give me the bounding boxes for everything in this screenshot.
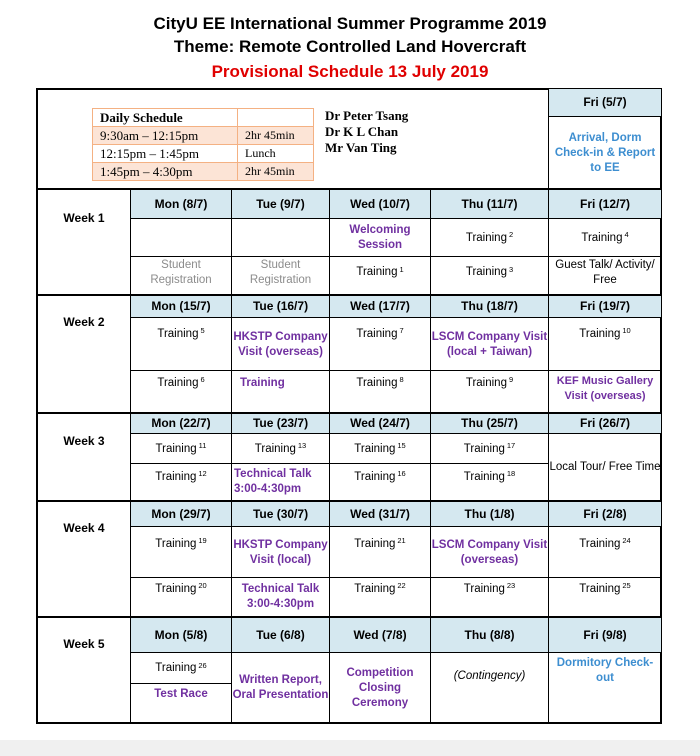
session-cell: Training $^2$ [465,230,514,244]
session-cell: Training $^{18}$ [463,469,516,483]
session-cell: KEF Music Gallery Visit (overseas) [556,375,654,402]
day-header: Mon (22/7) [131,414,231,434]
day-header: Tue (30/7) [232,502,329,527]
session-cell: Competition Closing Ceremony [346,666,414,709]
session-cell: Student Registration [150,258,212,286]
lecturer-name: Dr Peter Tsang [325,108,409,123]
day-header: Fri (5/7) [549,89,661,117]
day-header: Mon (5/8) [131,618,231,653]
day-header: Fri (12/7) [549,190,661,219]
schedule-detail: 2hr 45min [238,163,314,181]
session-cell: Local Tour/ Free Time [549,461,661,473]
session-cell: Training $^5$ [157,326,205,340]
session-cell: Welcoming Session [349,224,411,251]
day-header: Thu (8/8) [431,618,548,653]
session-cell: Training $^{17}$ [463,441,516,455]
session-cell: Training $^3$ [465,264,514,278]
session-cell: Training $^{13}$ [254,441,307,455]
session-cell: Training $^{26}$ [155,660,207,674]
title-line-2: Theme: Remote Controlled Land Hovercraft [173,37,527,56]
week-label: Week 1 [63,211,105,225]
day-header: Thu (11/7) [431,190,548,219]
lecturer-name: Dr K L Chan [325,124,399,139]
day-header: Tue (16/7) [232,296,329,318]
session-cell: HKSTP Company Visit (local) [233,538,328,566]
title-line-3: Provisional Schedule 13 July 2019 [211,62,489,81]
session-cell: Training $^6$ [157,375,205,389]
lecturer-name: Mr Van Ting [325,140,397,155]
session-cell: Written Report, Oral Presentation [232,674,329,701]
day-header: Tue (9/7) [232,190,329,219]
lecturer-list [325,108,408,156]
title-line-1: CityU EE International Summer Programme 2019 [153,14,547,33]
schedule-detail: Lunch [238,145,314,163]
session-cell: Training $^1$ [356,264,404,278]
session-cell: LSCM Company Visit (local + Taiwan) [431,330,548,358]
session-cell: LSCM Company Visit (overseas) [431,538,548,566]
session-cell: Training $^{15}$ [354,441,406,455]
day-header: Fri (19/7) [549,296,661,318]
session-cell: Training $^8$ [356,375,404,389]
day-header: Fri (26/7) [549,414,661,434]
session-cell: Training $^{12}$ [155,469,207,483]
session-cell: Dormitory Check-out [556,657,654,684]
session-cell: Training $^{19}$ [155,536,207,550]
session-cell: HKSTP Company Visit (overseas) [233,330,328,358]
week-label: Week 5 [63,637,105,651]
session-cell: Training $^9$ [465,375,514,389]
schedule-time: 1:45pm – 4:30pm [93,163,238,181]
session-cell: Training $^{24}$ [579,536,631,550]
session-cell: Test Race [154,687,208,700]
day-header: Tue (23/7) [232,414,329,434]
session-cell: Guest Talk/ Activity/ Free [555,258,655,286]
session-cell: Technical Talk 3:00-4:30pm [241,583,320,610]
week-label: Week 4 [63,521,105,535]
session-cell: Training $^{23}$ [463,581,516,595]
daily-schedule-title: Daily Schedule [93,109,238,127]
schedule-time: 12:15pm – 1:45pm [93,145,238,163]
day-header: Wed (31/7) [330,502,430,527]
session-cell: Training $^4$ [581,230,629,244]
day-header: Wed (24/7) [330,414,430,434]
session-cell: Training $^7$ [356,326,404,340]
session-cell: Training $^{16}$ [354,469,406,483]
session-cell [232,220,329,256]
schedule-detail: 2hr 45min [238,127,314,145]
day-header: Fri (2/8) [549,502,661,527]
session-cell: Training $^{25}$ [579,581,631,595]
day-header: Thu (1/8) [431,502,548,527]
week-label: Week 2 [63,315,105,329]
day-header: Wed (10/7) [330,190,430,219]
day-header: Thu (18/7) [431,296,548,318]
arrival-cell: Arrival, Dorm Check-in & Report to EE [554,131,656,174]
session-cell: Training $^{20}$ [155,581,207,595]
session-cell: (Contingency) [453,670,526,682]
day-header: Tue (6/8) [232,618,329,653]
day-header: Mon (15/7) [131,296,231,318]
session-cell: Training [240,376,285,389]
day-header: Wed (17/7) [330,296,430,318]
schedule-time: 9:30am – 12:15pm [93,127,238,145]
session-cell [131,220,231,256]
daily-schedule-table [92,108,314,181]
day-header: Mon (29/7) [131,502,231,527]
session-cell: Training $^{21}$ [354,536,406,550]
session-cell: Training $^{11}$ [155,441,207,455]
session-cell: Training $^{22}$ [354,581,406,595]
day-header: Fri (9/8) [549,618,661,653]
session-cell: Training $^{10}$ [579,326,631,340]
session-cell: Technical Talk 3:00-4:30pm [234,468,312,495]
day-header: Wed (7/8) [330,618,430,653]
session-cell: Student Registration [249,258,312,286]
page-bottom-strip [0,740,700,756]
week-label: Week 3 [63,434,105,448]
day-header: Mon (8/7) [131,190,231,219]
day-header: Thu (25/7) [431,414,548,434]
